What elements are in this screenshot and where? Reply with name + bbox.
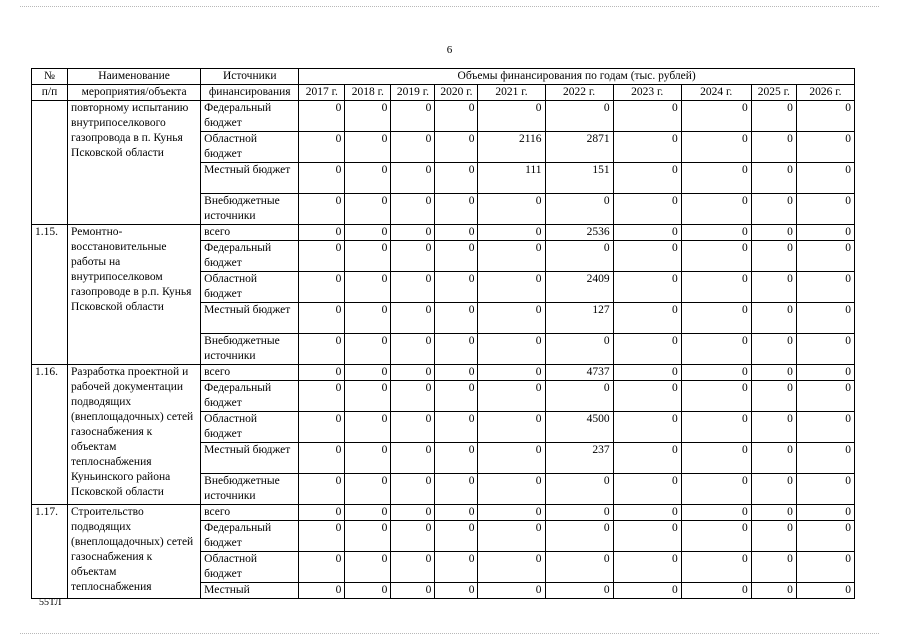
funding-value: 0 — [751, 474, 796, 505]
funding-value: 0 — [613, 241, 681, 272]
funding-value: 0 — [796, 365, 854, 381]
funding-value: 0 — [545, 521, 613, 552]
funding-value: 0 — [391, 225, 435, 241]
funding-value: 0 — [751, 303, 796, 334]
item-number: 1.17. — [32, 505, 68, 599]
footer-code: 55ТЛ — [39, 597, 62, 608]
item-number: 1.15. — [32, 225, 68, 365]
year-header: 2023 г. — [613, 85, 681, 101]
funding-value: 0 — [391, 443, 435, 474]
funding-value: 0 — [299, 163, 345, 194]
funding-value: 0 — [435, 365, 478, 381]
table-row — [32, 225, 855, 241]
year-header: 2019 г. — [391, 85, 435, 101]
funding-value: 0 — [751, 241, 796, 272]
funding-value: 237 — [545, 443, 613, 474]
funding-value: 0 — [796, 132, 854, 163]
funding-value: 0 — [478, 443, 545, 474]
funding-value: 0 — [478, 303, 545, 334]
funding-value: 0 — [796, 241, 854, 272]
funding-value: 0 — [478, 505, 545, 521]
funding-value: 0 — [435, 194, 478, 225]
funding-value: 0 — [435, 334, 478, 365]
header-row-1 — [32, 69, 855, 85]
funding-value: 0 — [478, 225, 545, 241]
funding-value: 0 — [391, 194, 435, 225]
funding-value: 0 — [796, 552, 854, 583]
funding-value: 0 — [345, 132, 391, 163]
funding-value: 0 — [391, 303, 435, 334]
funding-source: Федеральный бюджет — [201, 521, 299, 552]
years-title: Объемы финансирования по годам (тыс. рублей) — [299, 69, 855, 85]
funding-value: 0 — [391, 241, 435, 272]
funding-value: 0 — [299, 583, 345, 599]
funding-value: 0 — [796, 334, 854, 365]
funding-value: 0 — [751, 225, 796, 241]
funding-value: 0 — [299, 381, 345, 412]
funding-value: 0 — [613, 163, 681, 194]
funding-value: 0 — [545, 583, 613, 599]
funding-source: всего — [201, 505, 299, 521]
funding-value: 0 — [796, 163, 854, 194]
header-row-2 — [32, 85, 855, 101]
funding-value: 0 — [299, 521, 345, 552]
funding-value: 0 — [613, 365, 681, 381]
funding-source: Федеральный бюджет — [201, 101, 299, 132]
funding-value: 0 — [345, 412, 391, 443]
funding-value: 0 — [435, 241, 478, 272]
funding-value: 0 — [435, 583, 478, 599]
funding-value: 0 — [478, 365, 545, 381]
funding-value: 0 — [613, 505, 681, 521]
funding-value: 0 — [345, 334, 391, 365]
year-header: 2018 г. — [345, 85, 391, 101]
funding-source: Областной бюджет — [201, 272, 299, 303]
funding-value: 0 — [751, 101, 796, 132]
funding-value: 0 — [796, 101, 854, 132]
funding-source: Местный бюджет — [201, 443, 299, 474]
funding-value: 0 — [345, 552, 391, 583]
funding-value: 2871 — [545, 132, 613, 163]
funding-value: 0 — [681, 521, 751, 552]
funding-value: 0 — [435, 521, 478, 552]
funding-value: 0 — [299, 272, 345, 303]
funding-value: 0 — [751, 505, 796, 521]
funding-value: 0 — [751, 443, 796, 474]
funding-value: 151 — [545, 163, 613, 194]
funding-value: 0 — [391, 132, 435, 163]
funding-value: 0 — [391, 163, 435, 194]
year-header: 2024 г. — [681, 85, 751, 101]
funding-value: 0 — [345, 272, 391, 303]
funding-value: 0 — [681, 505, 751, 521]
funding-value: 0 — [391, 412, 435, 443]
funding-value: 0 — [345, 583, 391, 599]
funding-value: 0 — [751, 163, 796, 194]
funding-value: 4737 — [545, 365, 613, 381]
item-name: повторному испытанию внутрипоселкового газопровода в п. Кунья Псковской области — [68, 101, 201, 225]
funding-value: 0 — [613, 194, 681, 225]
year-header: 2022 г. — [545, 85, 613, 101]
funding-source: Внебюджетные источники — [201, 334, 299, 365]
funding-source: Федеральный бюджет — [201, 241, 299, 272]
funding-value: 0 — [545, 474, 613, 505]
funding-value: 0 — [391, 505, 435, 521]
funding-value: 0 — [299, 443, 345, 474]
funding-source: Местный бюджет — [201, 303, 299, 334]
item-name: Ремонтно-восстановительные работы на внутрипоселковом газопроводе в р.п. Кунья Псковской области — [68, 225, 201, 365]
funding-value: 0 — [613, 583, 681, 599]
item-name: Строительство подводящих (внеплощадочных) сетей газоснабжения к объектам теплоснабжения — [68, 505, 201, 599]
funding-value: 0 — [613, 552, 681, 583]
funding-value: 0 — [391, 552, 435, 583]
item-number: 1.16. — [32, 365, 68, 505]
funding-value: 0 — [435, 163, 478, 194]
funding-value: 0 — [478, 474, 545, 505]
funding-value: 0 — [345, 521, 391, 552]
funding-value: 0 — [681, 272, 751, 303]
funding-value: 0 — [751, 272, 796, 303]
funding-source: Федеральный бюджет — [201, 381, 299, 412]
funding-value: 0 — [796, 381, 854, 412]
funding-value: 0 — [435, 443, 478, 474]
funding-value: 0 — [796, 412, 854, 443]
year-header: 2017 г. — [299, 85, 345, 101]
funding-value: 0 — [345, 303, 391, 334]
funding-value: 0 — [478, 101, 545, 132]
funding-value: 0 — [681, 443, 751, 474]
col-num-header-line2: п/п — [32, 85, 68, 101]
page-number: 6 — [446, 44, 453, 56]
table-row — [32, 365, 855, 381]
funding-value: 0 — [681, 381, 751, 412]
funding-value: 0 — [613, 272, 681, 303]
funding-value: 0 — [681, 365, 751, 381]
funding-value: 0 — [299, 194, 345, 225]
col-name-header: Наименование — [68, 69, 201, 85]
funding-value: 0 — [391, 381, 435, 412]
funding-value: 0 — [681, 474, 751, 505]
funding-value: 0 — [613, 101, 681, 132]
funding-value: 0 — [545, 194, 613, 225]
funding-value: 0 — [299, 365, 345, 381]
funding-value: 0 — [478, 334, 545, 365]
funding-value: 0 — [751, 334, 796, 365]
table-row — [32, 101, 855, 132]
year-header: 2025 г. — [751, 85, 796, 101]
funding-value: 0 — [613, 381, 681, 412]
funding-value: 0 — [478, 412, 545, 443]
table-body — [32, 101, 855, 599]
funding-value: 0 — [345, 241, 391, 272]
funding-value: 0 — [391, 101, 435, 132]
funding-value: 0 — [435, 552, 478, 583]
funding-value: 0 — [345, 474, 391, 505]
funding-value: 0 — [391, 365, 435, 381]
funding-value: 4500 — [545, 412, 613, 443]
funding-value: 0 — [751, 194, 796, 225]
table-row — [32, 505, 855, 521]
funding-value: 0 — [299, 303, 345, 334]
funding-source: всего — [201, 365, 299, 381]
funding-value: 0 — [545, 334, 613, 365]
funding-value: 0 — [796, 225, 854, 241]
funding-source: Областной бюджет — [201, 412, 299, 443]
item-number — [32, 101, 68, 225]
funding-value: 0 — [681, 163, 751, 194]
funding-value: 0 — [299, 241, 345, 272]
funding-value: 0 — [545, 101, 613, 132]
funding-value: 0 — [751, 583, 796, 599]
funding-value: 0 — [796, 505, 854, 521]
funding-value: 0 — [681, 552, 751, 583]
funding-value: 2536 — [545, 225, 613, 241]
scan-edge-top — [20, 6, 879, 7]
funding-value: 0 — [751, 412, 796, 443]
funding-value: 0 — [299, 101, 345, 132]
funding-value: 0 — [345, 443, 391, 474]
funding-value: 0 — [751, 521, 796, 552]
funding-source: Местный бюджет — [201, 163, 299, 194]
funding-value: 0 — [751, 552, 796, 583]
funding-value: 0 — [681, 583, 751, 599]
funding-value: 0 — [545, 241, 613, 272]
funding-value: 0 — [435, 303, 478, 334]
funding-value: 0 — [796, 474, 854, 505]
funding-value: 0 — [345, 163, 391, 194]
funding-value: 0 — [345, 365, 391, 381]
funding-value: 0 — [796, 194, 854, 225]
funding-value: 0 — [299, 552, 345, 583]
funding-value: 0 — [299, 334, 345, 365]
funding-value: 0 — [345, 505, 391, 521]
funding-value: 0 — [751, 132, 796, 163]
col-source-header-line2: финансирования — [201, 85, 299, 101]
funding-value: 0 — [435, 412, 478, 443]
funding-source: Местный — [201, 583, 299, 599]
funding-value: 0 — [478, 272, 545, 303]
funding-value: 0 — [478, 194, 545, 225]
funding-value: 0 — [613, 521, 681, 552]
funding-value: 0 — [299, 412, 345, 443]
funding-value: 0 — [435, 272, 478, 303]
funding-value: 0 — [681, 334, 751, 365]
year-header: 2021 г. — [478, 85, 545, 101]
col-name-header-line2: мероприятия/объекта — [68, 85, 201, 101]
funding-value: 0 — [796, 272, 854, 303]
funding-value: 0 — [478, 241, 545, 272]
funding-value: 0 — [435, 132, 478, 163]
funding-source: Внебюджетные источники — [201, 194, 299, 225]
funding-value: 0 — [613, 303, 681, 334]
funding-value: 0 — [299, 132, 345, 163]
funding-value: 0 — [435, 505, 478, 521]
funding-value: 0 — [796, 521, 854, 552]
funding-value: 0 — [751, 365, 796, 381]
funding-value: 0 — [681, 412, 751, 443]
funding-source: Областной бюджет — [201, 552, 299, 583]
funding-value: 0 — [796, 443, 854, 474]
funding-value: 0 — [299, 505, 345, 521]
funding-value: 0 — [478, 552, 545, 583]
funding-value: 0 — [435, 474, 478, 505]
col-source-header: Источники — [201, 69, 299, 85]
funding-value: 0 — [613, 132, 681, 163]
col-num-header: № — [32, 69, 68, 85]
funding-value: 2409 — [545, 272, 613, 303]
funding-value: 0 — [435, 381, 478, 412]
funding-source: всего — [201, 225, 299, 241]
funding-value: 0 — [345, 381, 391, 412]
funding-value: 0 — [345, 225, 391, 241]
funding-value: 0 — [391, 583, 435, 599]
funding-value: 0 — [545, 552, 613, 583]
funding-value: 0 — [681, 303, 751, 334]
funding-value: 0 — [345, 101, 391, 132]
funding-value: 0 — [478, 521, 545, 552]
funding-source: Областной бюджет — [201, 132, 299, 163]
funding-value: 0 — [681, 225, 751, 241]
funding-value: 0 — [545, 505, 613, 521]
funding-value: 127 — [545, 303, 613, 334]
funding-value: 0 — [681, 241, 751, 272]
funding-value: 0 — [681, 132, 751, 163]
scan-edge-bottom — [20, 633, 879, 634]
funding-value: 0 — [681, 101, 751, 132]
funding-value: 0 — [545, 381, 613, 412]
funding-value: 0 — [796, 583, 854, 599]
funding-value: 0 — [478, 583, 545, 599]
funding-source: Внебюджетные источники — [201, 474, 299, 505]
year-header: 2020 г. — [435, 85, 478, 101]
funding-value: 0 — [299, 225, 345, 241]
funding-value: 0 — [613, 225, 681, 241]
funding-value: 2116 — [478, 132, 545, 163]
funding-value: 0 — [391, 521, 435, 552]
item-name: Разработка проектной и рабочей документации подводящих (внеплощадочных) сетей газоснабжения к объектам теплоснабжения Куньинского района Псковской области — [68, 365, 201, 505]
year-header: 2026 г. — [796, 85, 854, 101]
funding-value: 0 — [613, 474, 681, 505]
financing-table — [31, 68, 855, 599]
funding-value: 0 — [299, 474, 345, 505]
funding-value: 0 — [478, 381, 545, 412]
funding-value: 0 — [345, 194, 391, 225]
funding-value: 0 — [681, 194, 751, 225]
funding-value: 0 — [391, 474, 435, 505]
funding-value: 0 — [751, 381, 796, 412]
funding-value: 0 — [391, 272, 435, 303]
funding-value: 0 — [796, 303, 854, 334]
funding-value: 0 — [391, 334, 435, 365]
funding-value: 111 — [478, 163, 545, 194]
funding-value: 0 — [613, 334, 681, 365]
funding-value: 0 — [613, 443, 681, 474]
funding-value: 0 — [613, 412, 681, 443]
funding-value: 0 — [435, 225, 478, 241]
funding-value: 0 — [435, 101, 478, 132]
